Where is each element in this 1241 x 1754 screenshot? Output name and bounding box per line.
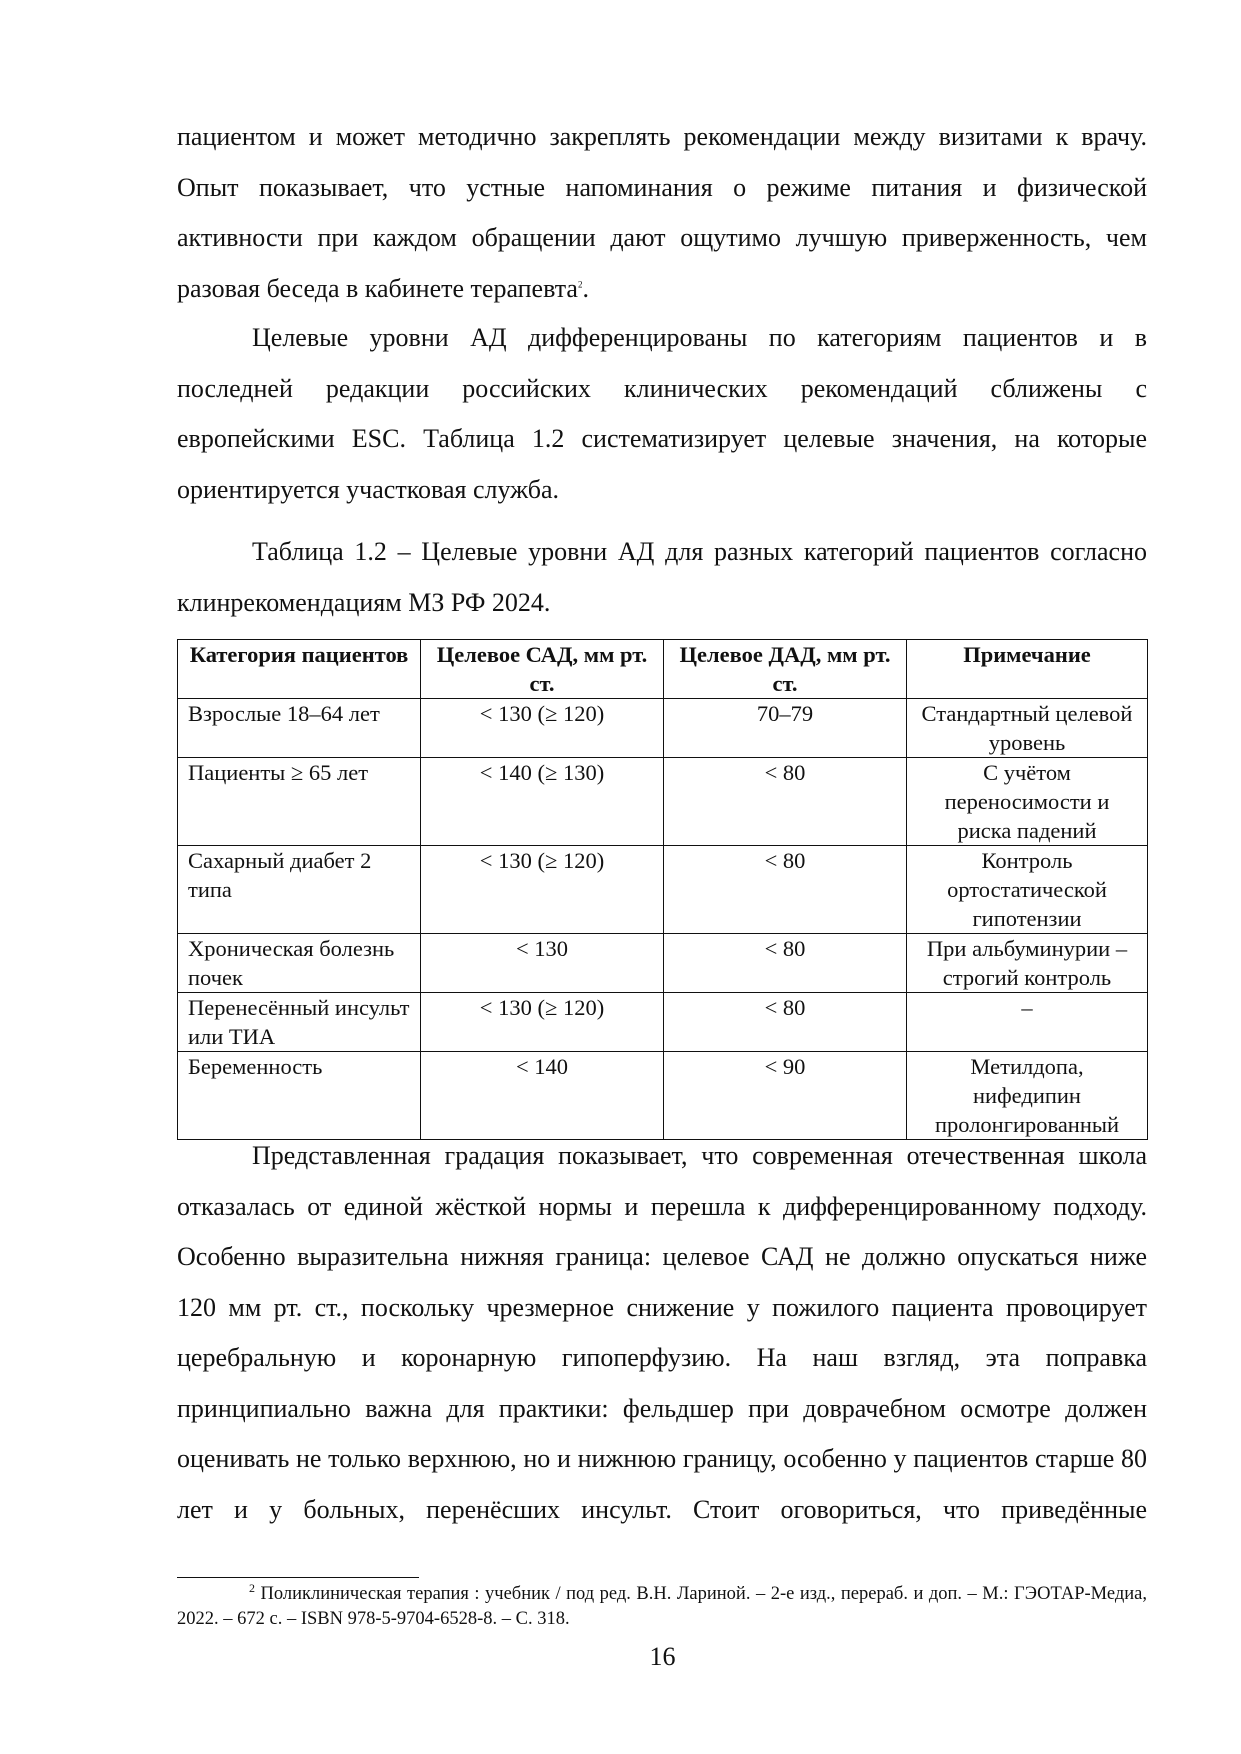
paragraph-1 [177,112,1147,314]
paragraph-1-end: . [582,273,589,303]
footnote-reference: 2 [577,278,583,289]
cell-note: – [907,993,1148,1052]
table-caption: Таблица 1.2 – Целевые уровни АД для разных категорий пациентов согласно клинрекомендациям МЗ РФ 2024. [177,537,1147,617]
cell-category: Беременность [178,1052,421,1140]
target-bp-table [177,639,1148,1140]
cell-sbp: < 130 (≥ 120) [421,993,664,1052]
cell-note: Стандартный целевой уровень [907,699,1148,758]
cell-sbp: < 140 [421,1052,664,1140]
cell-dbp: < 90 [664,1052,907,1140]
cell-category: Хроническая болезнь почек [178,934,421,993]
table-row [178,1052,1148,1140]
footnote-separator [177,1577,419,1578]
cell-note: Метилдопа, нифедипин пролонгированный [907,1052,1148,1140]
table-row [178,934,1148,993]
cell-sbp: < 130 [421,934,664,993]
table-row [178,758,1148,846]
cell-category: Пациенты ≥ 65 лет [178,758,421,846]
page-number: 16 [649,1642,676,1671]
cell-dbp: 70–79 [664,699,907,758]
cell-category: Перенесённый инсульт или ТИА [178,993,421,1052]
footnote [177,1582,1147,1632]
footnote-mark: 2 [249,1580,255,1595]
cell-dbp: < 80 [664,846,907,934]
paragraph-3: Представленная градация показывает, что современная отечественная школа отказалась от единой жёсткой нормы и перешла к дифференцированному подходу. Особенно выразительна нижняя граница: целевое САД не должно опускаться ниже 120 мм рт. ст., поскольку чрезмерное снижение у пожилого пациента провоцирует церебральную и коронарную гипоперфузию. На наш взгляд, эта поправка принципиально важна для практики: фельдшер при доврачебном осмотре должен оценивать не только верхнюю, но и нижнюю границу, особенно у пациентов старше 80 лет и у больных, перенёсших инсульт. Стоит оговориться, что приведённые [177,1141,1147,1524]
cell-category: Взрослые 18–64 лет [178,699,421,758]
paragraph-2: Целевые уровни АД дифференцированы по категориям пациентов и в последней редакции российских клинических рекомендаций сближены с европейскими ESC. Таблица 1.2 систематизирует целевые значения, на которые ориентируется участковая служба. [177,323,1147,504]
cell-dbp: < 80 [664,758,907,846]
cell-sbp: < 140 (≥ 130) [421,758,664,846]
header-target-dbp: Целевое ДАД, мм рт. ст. [664,640,907,699]
table-row [178,993,1148,1052]
cell-dbp: < 80 [664,993,907,1052]
cell-note: С учётом переносимости и риска падений [907,758,1148,846]
cell-note: При альбуминурии – строгий контроль [907,934,1148,993]
header-target-sbp: Целевое САД, мм рт. ст. [421,640,664,699]
cell-category: Сахарный диабет 2 типа [178,846,421,934]
footnote-text: Поликлиническая терапия : учебник / под ред. В.Н. Лариной. – 2-е изд., перераб. и доп. – М.: ГЭОТАР-Медиа, 2022. – 672 с. – ISBN 978-5-9704-6528-8. – С. 318. [177,1584,1148,1629]
table-row [178,699,1148,758]
header-category: Категория пациентов [178,640,421,699]
cell-sbp: < 130 (≥ 120) [421,699,664,758]
table-row [178,846,1148,934]
cell-dbp: < 80 [664,934,907,993]
cell-note: Контроль ортостатической гипотензии [907,846,1148,934]
table-header-row [178,640,1148,699]
paragraph-1-text: пациентом и может методично закреплять рекомендации между визитами к врачу. Опыт показывает, что устные напоминания о режиме питания и физической активности при каждом обращении дают ощутимо лучшую приверженность, чем разовая беседа в кабинете терапевта [177,122,1147,303]
header-note: Примечание [907,640,1148,699]
cell-sbp: < 130 (≥ 120) [421,846,664,934]
